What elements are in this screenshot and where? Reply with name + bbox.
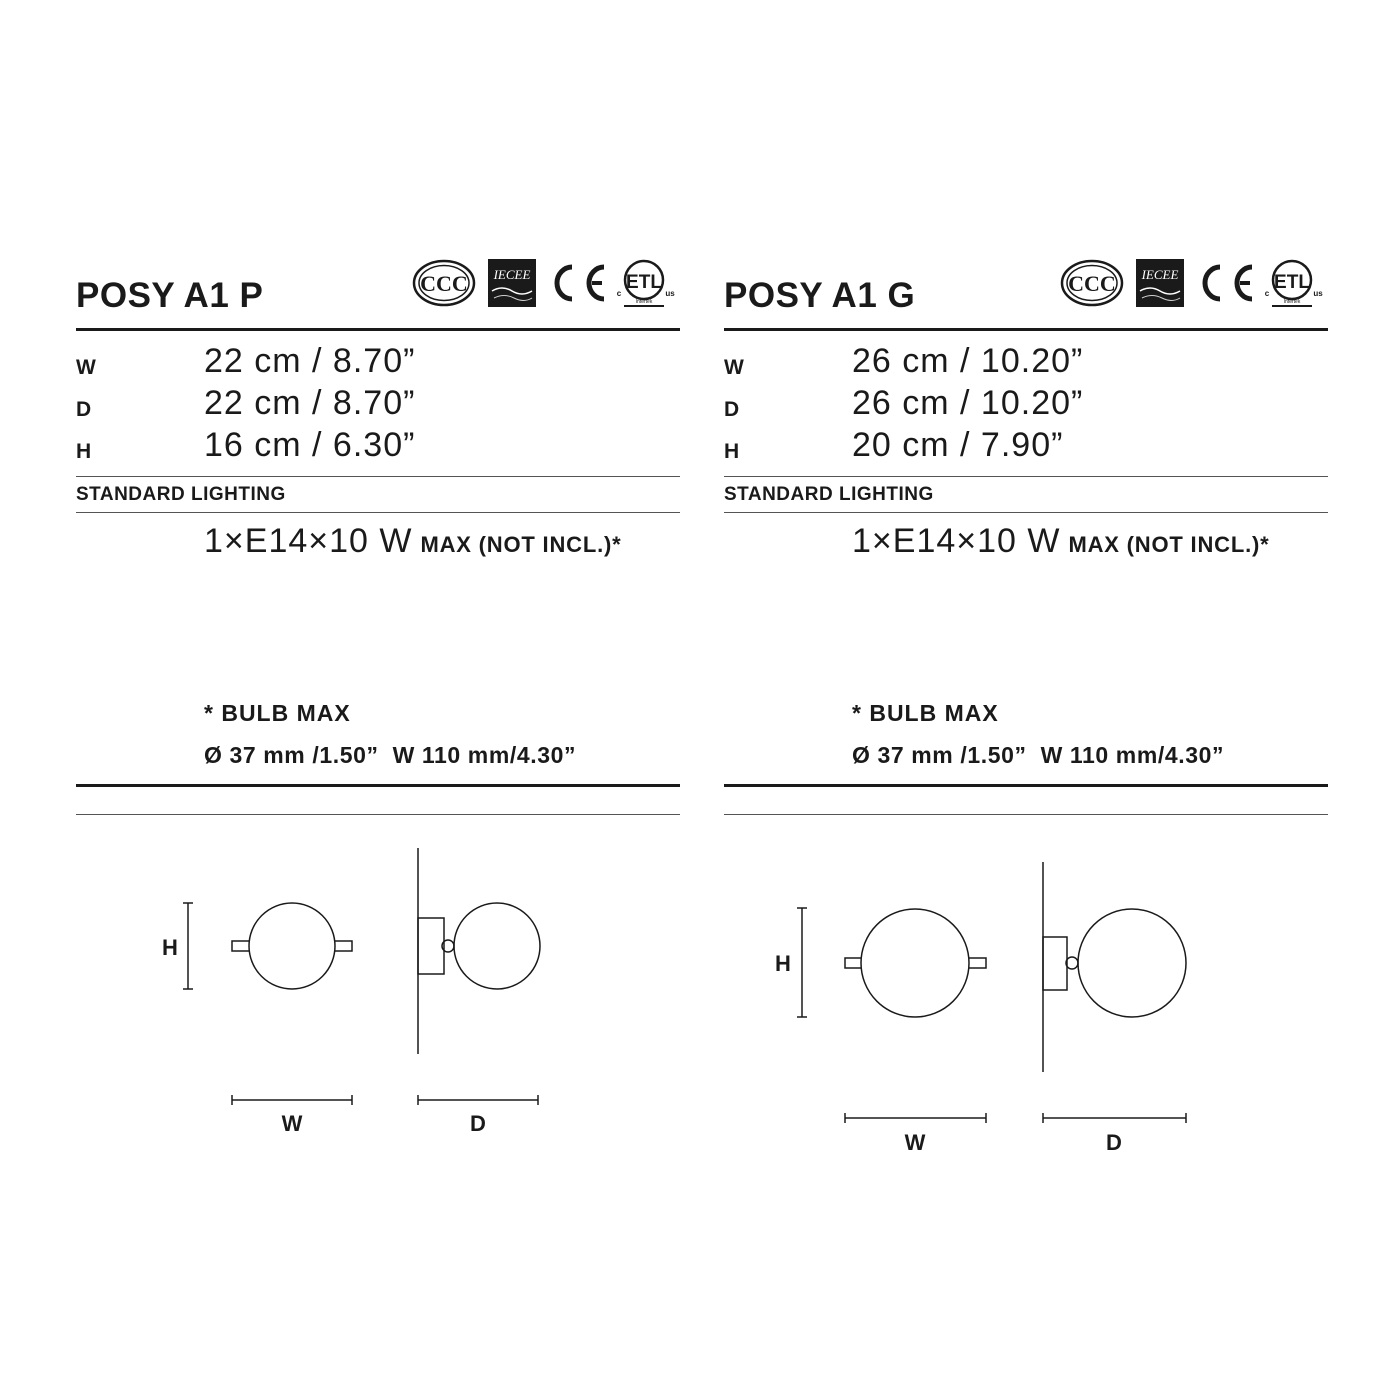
lamp-spec-note: MAX (NOT INCL.)*: [420, 532, 622, 557]
svg-text:Intertek: Intertek: [1283, 299, 1301, 305]
side-view: [1043, 862, 1186, 1072]
dimension-letter: D: [76, 398, 92, 421]
svg-text:ETL: ETL: [626, 272, 662, 293]
depth-label: D: [470, 1111, 486, 1136]
product-panel-posy-a1-p: [76, 0, 680, 1400]
dimension-value: 22 cm / 8.70”: [204, 384, 416, 422]
height-label: H: [162, 935, 178, 960]
lighting-section-label: STANDARD LIGHTING: [724, 484, 934, 505]
lamp-spec-value: 1×E14×10 W: [852, 522, 1061, 560]
svg-text:Intertek: Intertek: [635, 299, 653, 305]
side-view: [418, 848, 540, 1054]
front-view: [232, 903, 352, 989]
svg-text:c: c: [1264, 289, 1270, 298]
dimension-letter: W: [76, 356, 96, 379]
svg-text:CCC: CCC: [1068, 271, 1116, 296]
dimension-value: 26 cm / 10.20”: [852, 384, 1084, 422]
width-dimension-line: [232, 1095, 352, 1105]
dimension-letter: D: [724, 398, 740, 421]
product-title: POSY A1 P: [76, 276, 264, 315]
dimension-letter: H: [724, 440, 740, 463]
svg-text:CCC: CCC: [420, 271, 468, 296]
svg-text:c: c: [616, 289, 622, 298]
technical-drawing: [76, 0, 680, 1400]
dimension-letter: W: [724, 356, 744, 379]
height-label: H: [775, 951, 791, 976]
lighting-section-label: STANDARD LIGHTING: [76, 484, 286, 505]
depth-dimension-line: [1043, 1113, 1186, 1123]
dimension-value: 26 cm / 10.20”: [852, 342, 1084, 380]
front-view: [845, 909, 986, 1017]
width-label: W: [904, 1130, 926, 1155]
dimension-letter: H: [76, 440, 92, 463]
bulb-max-title: * BULB MAX: [852, 700, 999, 726]
svg-text:ETL: ETL: [1274, 272, 1310, 293]
bulb-max-dimensions: Ø 37 mm /1.50” W 110 mm/4.30”: [852, 742, 1225, 768]
depth-label: D: [1106, 1130, 1122, 1155]
dimension-value: 22 cm / 8.70”: [204, 342, 416, 380]
product-panel-posy-a1-g: [724, 0, 1328, 1400]
width-dimension-line: [845, 1113, 986, 1123]
svg-text:IECEE: IECEE: [1141, 267, 1179, 282]
product-title: POSY A1 G: [724, 276, 916, 315]
technical-drawing: [724, 0, 1328, 1400]
svg-text:us: us: [665, 289, 675, 298]
width-label: W: [281, 1111, 303, 1136]
bulb-max-title: * BULB MAX: [204, 700, 351, 726]
lamp-spec-value: 1×E14×10 W: [204, 522, 413, 560]
svg-text:us: us: [1313, 289, 1323, 298]
lamp-spec-note: MAX (NOT INCL.)*: [1068, 532, 1270, 557]
height-dimension-line: [797, 908, 807, 1017]
bulb-max-dimensions: Ø 37 mm /1.50” W 110 mm/4.30”: [204, 742, 577, 768]
dimension-value: 20 cm / 7.90”: [852, 426, 1064, 464]
depth-dimension-line: [418, 1095, 538, 1105]
svg-text:IECEE: IECEE: [493, 267, 531, 282]
dimension-value: 16 cm / 6.30”: [204, 426, 416, 464]
height-dimension-line: [183, 903, 193, 989]
